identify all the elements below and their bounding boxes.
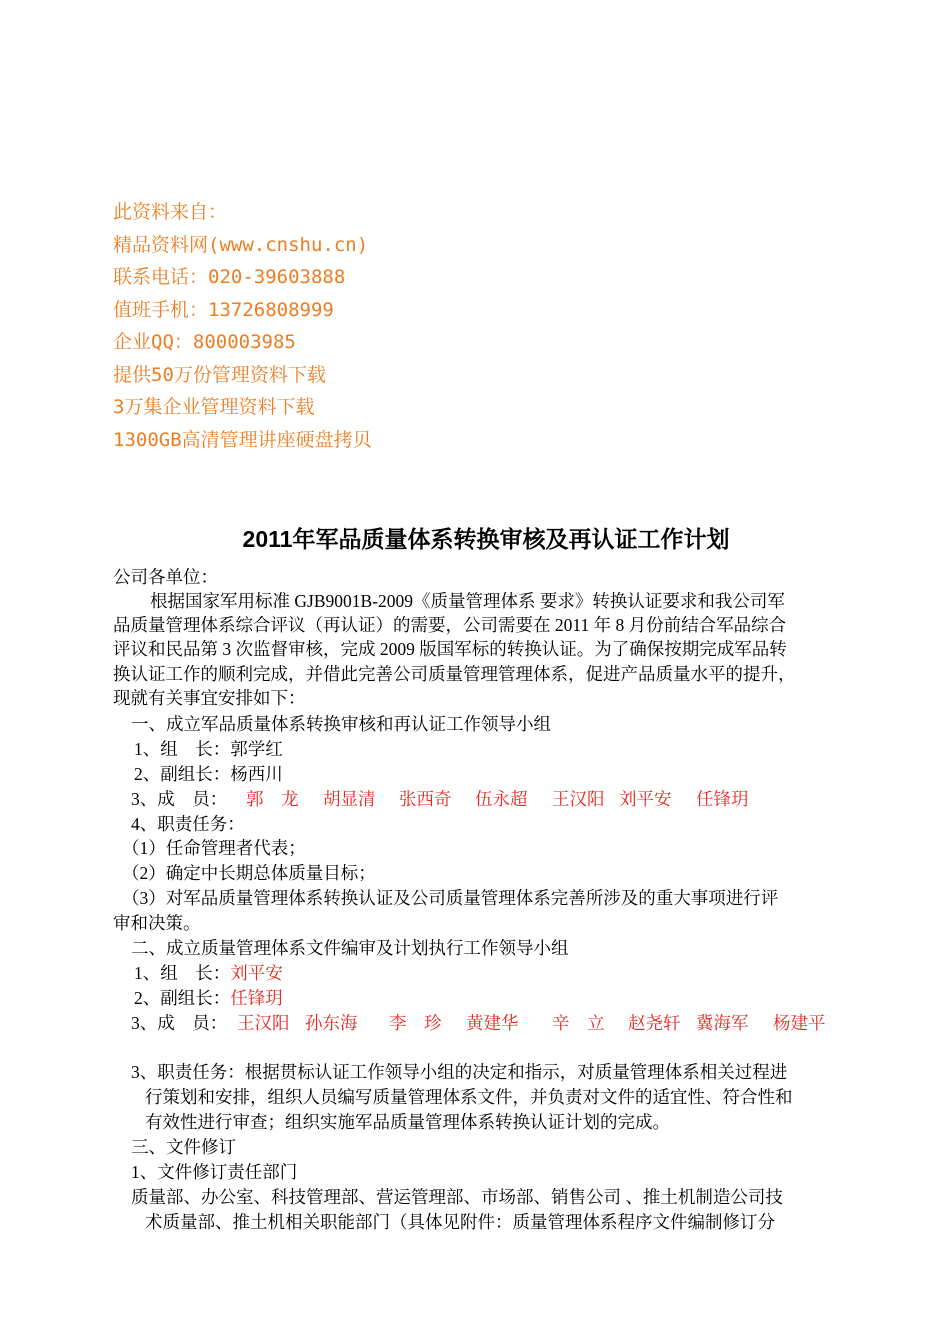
section2-member: 黄建华: [466, 1013, 519, 1033]
section1-heading: 一、成立军品质量体系转换审核和再认证工作领导小组: [131, 714, 551, 734]
section2-deputy-name: 任锋玥: [230, 988, 283, 1008]
section1-deputy-label: 2、副组长：: [134, 764, 231, 784]
source-website: 精品资料网(www.cnshu.cn): [113, 233, 369, 256]
section2-duties-line-1: 3、职责任务：根据贯标认证工作领导小组的决定和指示，对质量管理体系相关过程进: [131, 1062, 788, 1082]
section3-line-1: 质量部、办公室、科技管理部、营运管理部、市场部、销售公司 、推土机制造公司技: [131, 1187, 783, 1207]
section1-duty-3: （3）对军品质量管理体系转换认证及公司质量管理体系完善所涉及的重大事项进行评: [122, 888, 779, 908]
section1-member: 任锋玥: [696, 789, 749, 809]
source-mobile: 值班手机：13726808999: [113, 298, 334, 321]
section2-deputy-row: [134, 986, 283, 1010]
section1-member: 伍永超: [475, 789, 528, 809]
section2-duties-line-3: 有效性进行审查；组织实施军品质量管理体系转换认证计划的完成。: [145, 1112, 670, 1132]
section2-member: 辛 立: [552, 1013, 605, 1033]
section1-member: 刘平安: [619, 789, 672, 809]
section1-members-row: [131, 787, 749, 811]
document-title: 2011年军品质量体系转换审核及再认证工作计划: [242, 526, 730, 552]
section3-heading: 三、文件修订: [131, 1137, 236, 1157]
source-offer-3: 1300GB高清管理讲座硬盘拷贝: [113, 428, 372, 451]
section1-duty-1: （1）任命管理者代表；: [122, 838, 306, 858]
section1-deputy-name: 杨西川: [230, 764, 283, 784]
section1-duty-3-continued: 审和决策。: [113, 913, 201, 933]
source-phone: 联系电话：020-39603888: [113, 266, 346, 288]
section2-leader-label: 1、组 长：: [134, 963, 231, 983]
source-offer-1: 提供50万份管理资料下载: [113, 363, 326, 386]
section1-member: 胡显清: [323, 789, 376, 809]
intro-line-2: 品质量管理体系综合评议（再认证）的需要，公司需要在 2011 年 8 月份前结合军品综合: [113, 615, 787, 635]
intro-line-1: 根据国家军用标准 GJB9001B-2009《质量管理体系 要求》转换认证要求和我公司军: [150, 591, 785, 611]
section2-member: 李 珍: [389, 1013, 442, 1033]
intro-line-4: 换认证工作的顺利完成，并借此完善公司质量管理管理体系，促进产品质量水平的提升，: [113, 664, 796, 684]
section1-member: 郭 龙: [246, 789, 299, 809]
section2-heading: 二、成立质量管理体系文件编审及计划执行工作领导小组: [131, 938, 569, 958]
section1-duties-label: 4、职责任务：: [131, 814, 245, 834]
section1-leader-label: 1、组 长：: [134, 739, 231, 759]
section3-line-2: 术质量部、推土机相关职能部门（具体见附件：质量管理体系程序文件编制修订分: [145, 1212, 775, 1232]
section2-duties-line-2: 行策划和安排，组织人员编写质量管理体系文件，并负责对文件的适宜性、符合性和: [145, 1087, 793, 1107]
section1-members-label: 3、成 员：: [131, 789, 228, 809]
section2-member: 王汉阳: [237, 1013, 290, 1033]
section2-member: 孙东海: [305, 1013, 358, 1033]
intro-line-3: 评议和民品第 3 次监督审核，完成 2009 版国军标的转换认证。为了确保按期完成军品转: [113, 639, 787, 659]
section2-member: 冀海军: [696, 1013, 749, 1033]
section1-leader-row: [134, 737, 283, 761]
section2-members-label: 3、成 员：: [131, 1013, 228, 1033]
source-info-block: [113, 196, 372, 456]
source-label: 此资料来自：: [113, 201, 228, 223]
section2-deputy-label: 2、副组长：: [134, 988, 231, 1008]
section2-member: 赵尧轩: [628, 1013, 681, 1033]
section2-leader-row: [134, 961, 283, 985]
section2-leader-name: 刘平安: [230, 963, 283, 983]
section1-leader-name: 郭学红: [230, 739, 283, 759]
section2-members-row: [131, 1011, 826, 1035]
section3-sub-heading: 1、文件修订责任部门: [131, 1162, 298, 1182]
section1-member: 王汉阳: [552, 789, 605, 809]
source-qq: 企业QQ：800003985: [113, 331, 296, 353]
section1-duty-2: （2）确定中长期总体质量目标；: [122, 863, 376, 883]
section1-deputy-row: [134, 762, 283, 786]
source-offer-2: 3万集企业管理资料下载: [113, 396, 315, 418]
section2-member: 杨建平: [773, 1013, 826, 1033]
section1-member: 张西奇: [399, 789, 452, 809]
salutation: 公司各单位：: [113, 567, 218, 587]
intro-line-5: 现就有关事宜安排如下：: [113, 688, 306, 708]
